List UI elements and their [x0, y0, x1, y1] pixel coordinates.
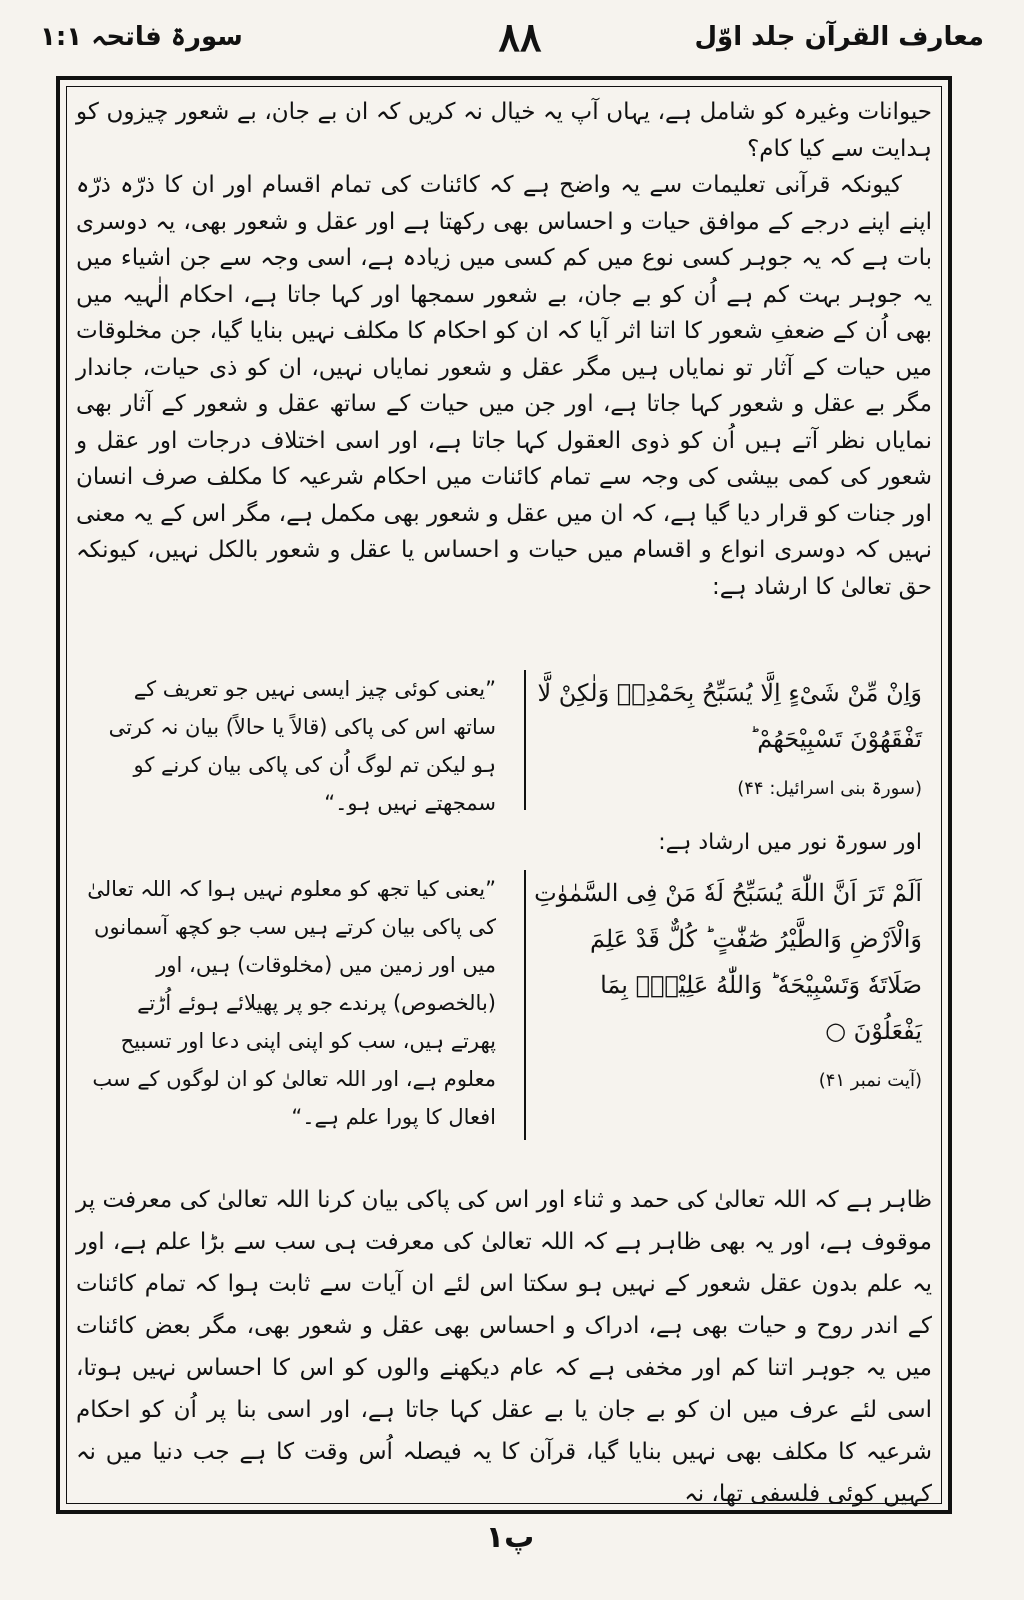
verse-2-intro: اور سورۃ نور میں ارشاد ہے:	[658, 830, 922, 855]
paragraph-2: کیونکہ قرآنی تعلیمات سے یہ واضح ہے کہ کائنات کی تمام اقسام اور ان کا ذرّہ ذرّہ اپنے اپنے درجے کے موافق حیات و احساس بھی رکھتا ہے اور عقل و شعور بھی، یہ دوسری بات ہے کہ یہ جوہر کسی نوع میں کم کسی میں زیادہ ہے، اسی وجہ سے جن اشیاء میں یہ جوہر بہت کم ہے اُن کو بے جان، بے شعور سمجھا اور کہا جاتا ہے، احکام الٰہیہ میں بھی اُن کے ضعفِ شعور کا اتنا اثر آیا کہ ان کو احکام کا مکلف نہیں بنایا گیا، جن مخلوقات میں حیات کے آثار تو نمایاں ہیں مگر عقل و شعور نمایاں نہیں، ان کو ذی حیات، جاندار مگر بے عقل و شعور کہا جاتا ہے، اور جن میں حیات کے ساتھ عقل و شعور کے آثار بھی نمایاں نظر آتے ہیں اُن کو ذوی العقول کہا جاتا ہے، اور اسی اختلاف درجات اور عقل و شعور کی کمی بیشی کی وجہ سے تمام کائنات میں احکام شرعیہ کا مکلف صرف انسان اور جنات کو قرار دیا گیا ہے، کہ ان میں عقل و شعور بھی مکمل ہے، مگر اس کے یہ معنی نہیں کہ دوسری انواع و اقسام میں حیات و احساس یا عقل و شعور بالکل نہیں، کیونکہ حق تعالیٰ کا ارشاد ہے:	[76, 172, 932, 600]
verse-2-reference: (آیت نمبر ۴۱)	[818, 1070, 922, 1091]
column-divider	[524, 870, 526, 1140]
verse-2-translation: ”یعنی کیا تجھ کو معلوم نہیں ہوا کہ اللہ تعالیٰ کی پاکی بیان کرتے ہیں سب جو کچھ آسمانوں میں اور زمین میں (مخلوقات) ہیں، اور (بالخصوص) پرندے جو پر پھیلائے ہوئے اُڑتے پھرتے ہیں، سب کو اپنی اپنی دعا اور تسبیح معلوم ہے، اور اللہ تعالیٰ کو ان لوگوں کے سب افعال کا پورا علم ہے۔“	[87, 877, 496, 1129]
body-text-bottom	[76, 1156, 932, 1538]
footer-signature-mark: پ۱	[485, 1520, 535, 1555]
verse-block-2	[86, 870, 922, 1150]
paragraph-3: ظاہر ہے کہ اللہ تعالیٰ کی حمد و ثناء اور اس کی پاکی بیان کرنا اللہ تعالیٰ کی معرفت پر موقوف ہے، اور یہ بھی ظاہر ہے کہ اللہ تعالیٰ کی معرفت ہی سب سے بڑا علم ہے، اور یہ علم بدون عقل شعور کے نہیں ہو سکتا اس لئے ان آیات سے ثابت ہوا کہ تمام کائنات کے اندر روح و حیات بھی ہے، ادراک و احساس بھی عقل و شعور بھی، مگر بعض کائنات میں یہ جوہر اتنا کم اور مخفی ہے کہ عام دیکھنے والوں کو اس کا احساس نہیں ہوتا، اسی لئے عرف میں ان کو بے جان یا بے عقل کہا جاتا ہے، اور اسی بنا پر اُن کو احکام شرعیہ کا مکلف بھی نہیں بنایا گیا، قرآن کا یہ فیصلہ اُس وقت کا ہے جب دنیا میں نہ کہیں کوئی فلسفی تھا، نہ	[76, 1187, 932, 1507]
verse-1-arabic: وَاِنْ مِّنْ شَیْءٍ اِلَّا یُسَبِّحُ بِحَمْدِهٖ وَلٰكِنْ لَّا تَفْقَهُوْنَ تَسْبِیْحَهُمْ ؕ	[537, 679, 922, 753]
verse-1-arabic-column	[532, 670, 922, 812]
paragraph-1: حیوانات وغیرہ کو شامل ہے، یہاں آپ یہ خیال نہ کریں کہ ان بے جان، بے شعور چیزوں کو ہدایت سے کیا کام؟	[76, 99, 932, 162]
verse-1-translation: ”یعنی کوئی چیز ایسی نہیں جو تعریف کے ساتھ اس کی پاکی (قالاً یا حالاً) بیان نہ کرتی ہو لیکن تم لوگ اُن کی پاکی بیان کرنے کو سمجھتے نہیں ہو۔“	[108, 677, 496, 815]
page-header	[40, 14, 984, 68]
page-number: ٨٨	[498, 14, 542, 61]
column-divider	[524, 670, 526, 810]
verse-2-arabic: اَلَمْ تَرَ اَنَّ اللّٰهَ یُسَبِّحُ لَهٗ مَنْ فِی السَّمٰوٰتِ وَالْاَرْضِ وَالطَّیْرُ صٰٓفّٰتٍ ؕ كُلٌّ قَدْ عَلِمَ صَلَاتَهٗ وَتَسْبِیْحَهٗ ؕ وَاللّٰهُ عَلِیْمٌۢ بِمَا یَفْعَلُوْنَ ○	[534, 879, 922, 1045]
page-frame	[56, 76, 952, 1514]
verse-1-reference: (سورۃ بنی اسرائیل: ۴۴)	[737, 778, 922, 799]
book-title: معارف القرآن جلد اوّل	[694, 22, 984, 52]
verse-2-arabic-column	[532, 870, 922, 1104]
verse-block-1	[86, 670, 922, 820]
body-text-top	[76, 94, 932, 605]
surah-label: سورۃ فاتحہ ۱:۱	[40, 22, 243, 52]
